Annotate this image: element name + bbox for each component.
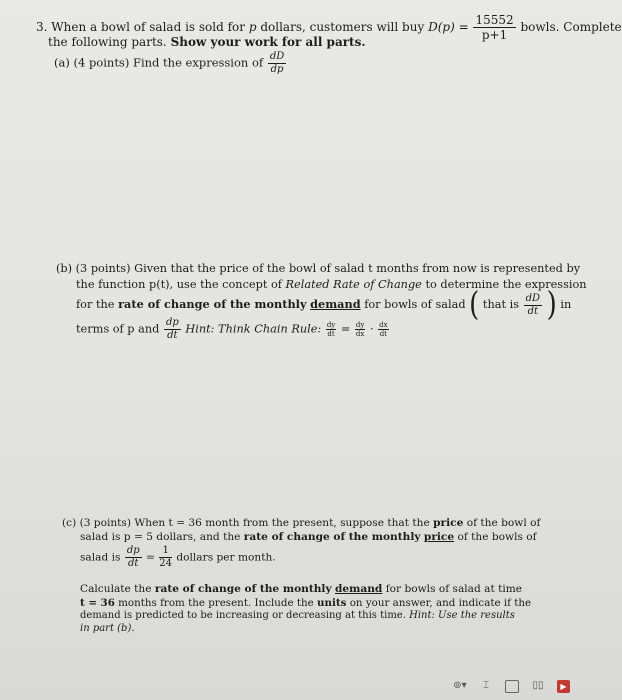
cr2-num: dy — [355, 320, 365, 329]
part-c-frac-rate — [159, 546, 172, 569]
part-c-l5a: months from the present. Include the — [118, 597, 314, 609]
cr1-num: dy — [326, 320, 336, 329]
chain-rule-frac-3 — [378, 322, 388, 338]
part-c-line-7 — [80, 624, 135, 634]
part-c-l1a: (c) (3 points) When t = 36 month from the present, suppose that the — [62, 517, 430, 529]
part-c-l2b: of the bowls of — [457, 531, 537, 543]
part-b-line-1: (b) (3 points) Given that the price of the bowl of salad t months from now is represented by — [56, 262, 581, 275]
document-icon[interactable] — [505, 680, 519, 693]
part-a-label: (a) (4 points) Find the expression of — [54, 55, 264, 70]
part-c-l4a: Calculate the — [80, 583, 152, 595]
cr3-den: dt — [379, 329, 387, 338]
part-c-f2-den: 24 — [159, 558, 172, 569]
part-c-price-u: price — [423, 531, 455, 543]
part-b-related-rate: Related Rate of Change — [285, 278, 422, 291]
demand-denominator: p+1 — [481, 28, 508, 42]
cr2-den: dx — [355, 329, 365, 338]
part-c-l2-bold: rate of change of the monthly — [243, 531, 421, 543]
part-b-l3-bold: rate of change of the monthly — [118, 297, 307, 311]
part-c-line-6 — [80, 611, 515, 621]
cr1-den: dt — [327, 329, 335, 338]
left-paren: ( — [469, 286, 480, 324]
demand-fraction — [473, 14, 515, 41]
part-c-line-4 — [80, 584, 522, 595]
part-c-line-1 — [62, 518, 540, 529]
chain-rule-frac-1 — [326, 322, 336, 338]
q3-equals: = — [458, 20, 469, 34]
part-b-that-is: that is — [482, 298, 520, 311]
q3-instruction-line — [48, 36, 366, 48]
part-c-f1-den: dt — [128, 558, 139, 569]
part-c-l4-bold: rate of change of the monthly — [154, 583, 332, 595]
chain-rule-eq: = — [340, 322, 351, 336]
cr3-num: dx — [379, 320, 388, 329]
part-b-f2-num: dp — [165, 317, 179, 328]
part-b-line-4 — [76, 318, 390, 341]
part-b-num: dD — [525, 292, 541, 304]
q3-show-work: Show your work for all parts. — [170, 35, 366, 49]
part-b-den: dt — [527, 305, 539, 317]
bottom-toolbar — [453, 678, 570, 694]
part-a-num: dD — [269, 51, 285, 62]
part-b-l2a: the function p(t), use the concept of — [76, 278, 282, 291]
part-b-l3b: for bowls of salad — [364, 298, 466, 311]
part-b-l4a: terms of p and — [76, 322, 160, 336]
play-icon[interactable]: ▶ — [557, 680, 570, 693]
part-b-fraction-2 — [164, 318, 181, 341]
part-a-den: dp — [270, 64, 284, 75]
part-c-eq: = — [146, 551, 155, 564]
part-c-l5b: on your answer, and indicate if the — [349, 597, 532, 609]
part-c-l6: demand is predicted to be increasing or decreasing at this time. — [80, 610, 406, 621]
part-b-line-2 — [76, 279, 587, 290]
text-cursor-icon[interactable]: ⌶ — [483, 680, 489, 691]
part-c-f1-num: dp — [126, 545, 140, 556]
part-c-l3a: salad is — [80, 551, 121, 564]
part-a — [54, 52, 287, 75]
part-c-l3b: dollars per month. — [176, 551, 276, 564]
part-c-demand-u: demand — [335, 583, 383, 595]
part-c-l2a: salad is p = 5 dollars, and the — [80, 531, 241, 543]
part-b-l2b: to determine the expression — [425, 278, 587, 291]
view-dropdown-icon[interactable]: ⊚▾ — [453, 680, 467, 691]
q3-intro-b: dollars, customers will buy — [260, 20, 425, 34]
part-c-frac-dp-dt — [125, 546, 142, 569]
q3-var-p: p — [248, 20, 257, 34]
part-c-t36: t = 36 — [80, 597, 115, 609]
part-c-l7: in part (b). — [80, 623, 135, 634]
part-c-line-2 — [80, 532, 537, 543]
part-b-hint: Hint: Think Chain Rule: — [185, 322, 322, 336]
part-c-line-3 — [80, 546, 276, 569]
part-c-l4b: for bowls of salad at time — [385, 583, 523, 595]
part-a-fraction — [268, 52, 286, 75]
part-b-fraction — [524, 294, 542, 317]
q3-demand-fn: D(p) — [428, 20, 455, 34]
part-c-l1b: of the bowl of — [466, 517, 541, 529]
part-c-price: price — [433, 517, 464, 529]
right-paren: ) — [546, 286, 557, 324]
q3-intro-c: bowls. Complete — [520, 20, 622, 34]
part-c-hint: Hint: Use the results — [409, 610, 515, 621]
part-c-line-5 — [80, 598, 531, 608]
q3-intro-a: When a bowl of salad is sold for — [51, 20, 245, 34]
grid-icon[interactable]: ▯▯ — [532, 680, 544, 691]
part-c-units: units — [317, 597, 347, 609]
part-b-demand: demand — [310, 297, 361, 311]
part-c-f2-num: 1 — [159, 546, 172, 558]
part-b-in: in — [560, 298, 572, 311]
question-number: 3. — [36, 20, 48, 34]
part-b-f2-den: dt — [167, 330, 178, 341]
q3-instruction: the following parts. — [48, 35, 167, 49]
chain-rule-dot: · — [369, 322, 374, 336]
demand-numerator: 15552 — [475, 13, 514, 27]
chain-rule-frac-2 — [355, 322, 365, 338]
part-b-l3a: for the — [76, 298, 115, 311]
